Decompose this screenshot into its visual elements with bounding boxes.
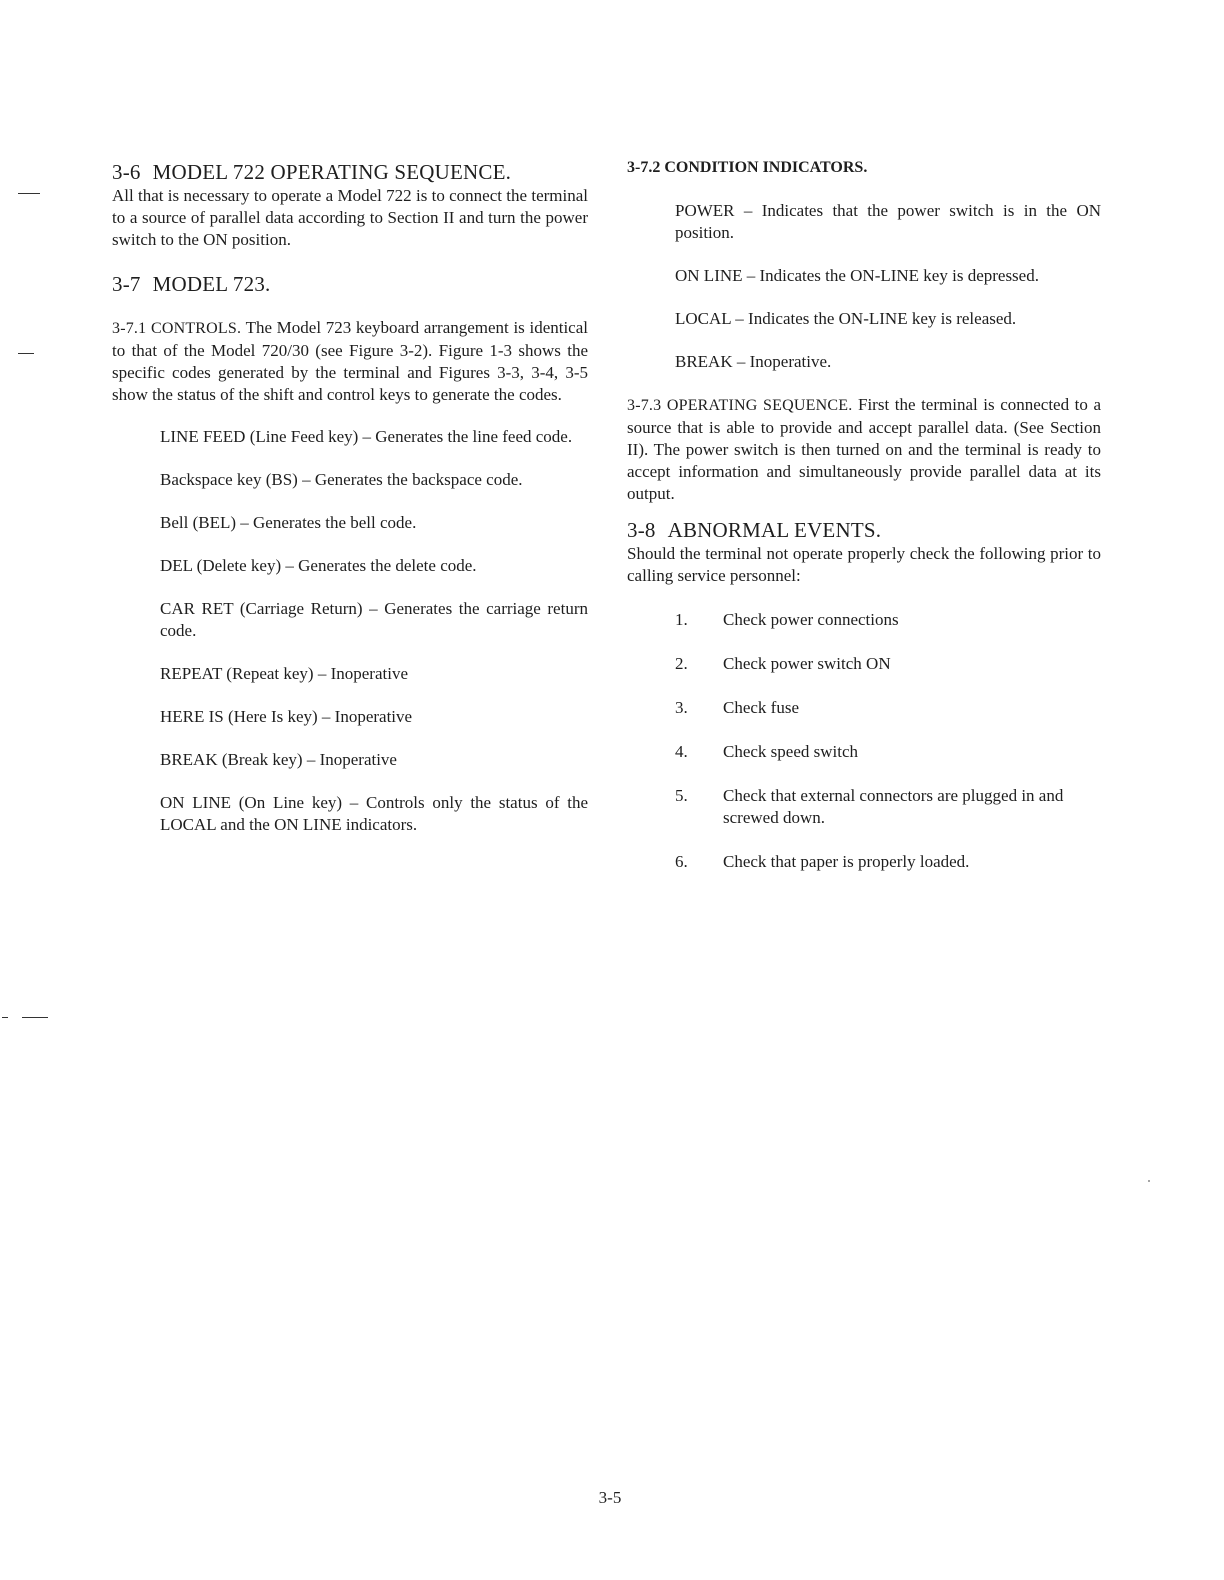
item-text: Check fuse: [723, 698, 800, 717]
item-text: Check speed switch: [723, 742, 859, 761]
item-text: Check power connections: [723, 610, 899, 629]
page-number: 3-5: [598, 1488, 622, 1507]
right-column: [627, 155, 1101, 873]
control-entry: Bell (BEL) – Generates the bell code.: [160, 513, 417, 532]
section-3-8-heading: [627, 517, 1101, 543]
item-number: 1.: [675, 610, 688, 629]
subsection-heading: 3-7.1 CONTROLS.: [112, 320, 242, 337]
checklist: [627, 609, 1101, 873]
indicator-entry: BREAK – Inoperative.: [675, 352, 832, 371]
item-text: Check that paper is properly loaded.: [723, 852, 970, 871]
section-number: 3-6: [112, 160, 141, 184]
speck: [1148, 1180, 1150, 1182]
control-entry: Backspace key (BS) – Generates the backspace code.: [160, 470, 523, 489]
section-3-7-2-heading: 3-7.2 CONDITION INDICATORS.: [627, 159, 868, 176]
section-number: 3-8: [627, 518, 656, 542]
indicator-entry: ON LINE – Indicates the ON-LINE key is depressed.: [675, 266, 1039, 285]
gutter-mark: [18, 193, 40, 194]
indicator-entry: POWER – Indicates that the power switch is in the ON position.: [675, 201, 1101, 242]
gutter-mark: [22, 1017, 48, 1018]
gutter-mark: [2, 1017, 8, 1018]
control-entry: CAR RET (Carriage Return) – Generates the carriage return code.: [160, 599, 588, 640]
section-title: MODEL 723.: [152, 272, 271, 296]
gutter-mark: [18, 353, 34, 354]
indicator-entry: LOCAL – Indicates the ON-LINE key is released.: [675, 309, 1017, 328]
control-entry: DEL (Delete key) – Generates the delete code.: [160, 556, 477, 575]
item-text: Check that external connectors are plugged in and screwed down.: [723, 786, 1064, 827]
section-title: ABNORMAL EVENTS.: [667, 518, 882, 542]
indicators-list: [627, 200, 1101, 373]
checklist-item: [627, 609, 1101, 631]
subsection-heading: 3-7.3 OPERATING SEQUENCE.: [627, 397, 853, 414]
section-number: 3-7: [112, 272, 141, 296]
section-3-6-body: All that is necessary to operate a Model 722 is to connect the terminal to a source of parallel data according to Section II and turn the power switch to the ON position.: [112, 186, 588, 249]
subsection-body: First the terminal is connected to a source that is able to provide and accept parallel data. (See Section II). The power switch is then turned on and the terminal is ready to accept information and simultaneously provide parallel data at its output.: [627, 395, 1102, 503]
control-entry: LINE FEED (Line Feed key) – Generates the line feed code.: [160, 427, 573, 446]
checklist-item: [627, 653, 1101, 675]
item-number: 5.: [675, 786, 688, 805]
control-entry: HERE IS (Here Is key) – Inoperative: [160, 707, 413, 726]
checklist-item: [627, 851, 1101, 873]
section-3-7-3-paragraph: [627, 394, 1101, 505]
left-column: [112, 155, 588, 836]
section-3-8-body: Should the terminal not operate properly check the following prior to calling service personnel:: [627, 544, 1101, 585]
item-number: 2.: [675, 654, 688, 673]
checklist-item: [627, 785, 1101, 829]
item-number: 3.: [675, 698, 688, 717]
subsection-body: The Model 723 keyboard arrangement is identical to that of the Model 720/30 (see Figure 3-2). Figure 1-3 shows the specific codes generated by the terminal and Figures 3-3, 3-4, 3-5 show the status of the shift and control keys to generate the codes.: [112, 318, 588, 404]
section-title: MODEL 722 OPERATING SEQUENCE.: [152, 160, 512, 184]
item-number: 4.: [675, 742, 688, 761]
section-3-7-heading: [112, 271, 588, 297]
item-text: Check power switch ON: [723, 654, 891, 673]
checklist-item: [627, 741, 1101, 763]
section-3-6-heading: [112, 159, 588, 185]
control-entry: REPEAT (Repeat key) – Inoperative: [160, 664, 409, 683]
section-3-7-1-paragraph: [112, 317, 588, 406]
checklist-item: [627, 697, 1101, 719]
item-number: 6.: [675, 852, 688, 871]
control-entry: ON LINE (On Line key) – Controls only the status of the LOCAL and the ON LINE indicators.: [160, 793, 588, 834]
controls-list: [112, 426, 588, 836]
control-entry: BREAK (Break key) – Inoperative: [160, 750, 397, 769]
